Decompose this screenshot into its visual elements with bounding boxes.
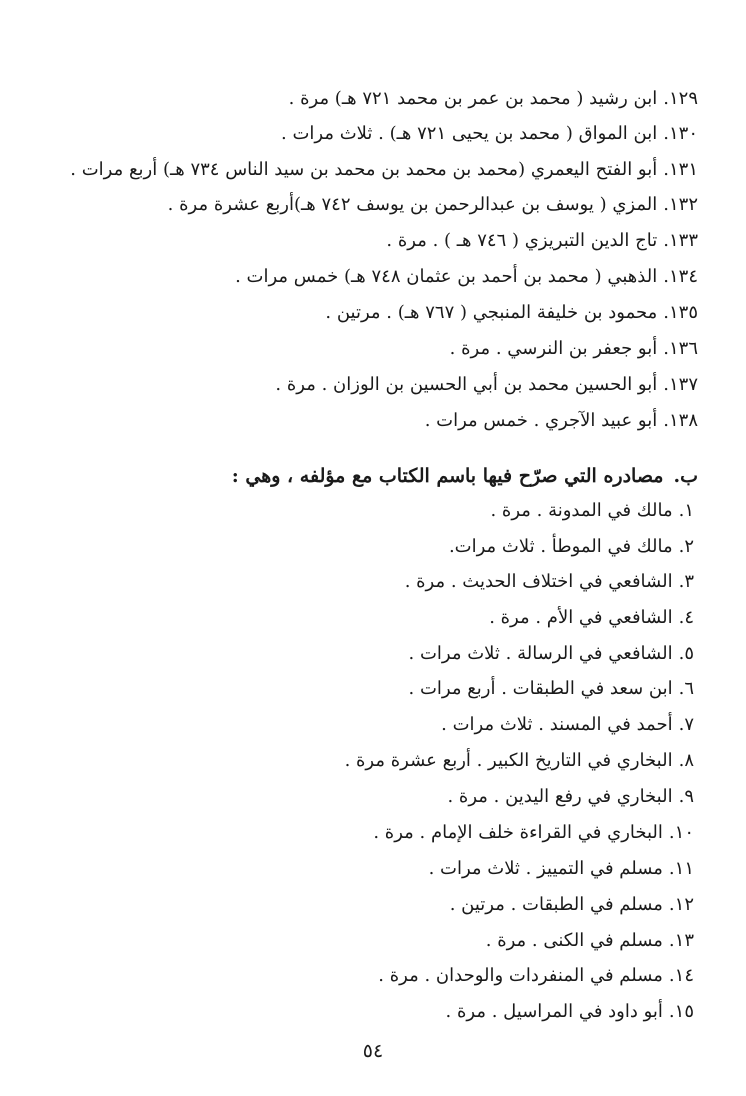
item-text: الشافعي في الرسالة . ثلاث مرات . (408, 643, 673, 664)
section-marker: ب. (673, 465, 698, 487)
list-item (446, 999, 694, 1025)
list-item (325, 300, 698, 326)
list-item (378, 963, 694, 989)
item-text: مسلم في الكنى . مرة . (485, 930, 663, 951)
list-item (345, 748, 694, 774)
list-item (450, 336, 698, 362)
item-text: الشافعي في الأم . مرة . (489, 607, 673, 628)
list-item (449, 534, 694, 560)
item-text: الشافعي في اختلاف الحديث . مرة . (404, 571, 673, 592)
item-text: البخاري في التاريخ الكبير . أربع عشرة مرة . (344, 750, 673, 771)
item-number: ١٢٩. (663, 88, 698, 109)
item-text: مسلم في المنفردات والوحدان . مرة . (378, 965, 663, 986)
list-item (289, 86, 698, 112)
item-number: ١٣. (668, 930, 694, 951)
item-text: أبو الحسين محمد بن أبي الحسين بن الوزان . مرة . (275, 374, 658, 395)
item-number: ٤. (678, 607, 694, 628)
item-number: ١٣٥. (663, 302, 698, 323)
list-item (281, 121, 698, 147)
item-number: ٣. (678, 571, 694, 592)
list-item (429, 856, 694, 882)
list-item (425, 408, 698, 434)
item-text: أبو الفتح اليعمري (محمد بن محمد بن محمد بن سيد الناس ٧٣٤ هـ) أربع مرات . (70, 159, 658, 180)
list-item (447, 784, 694, 810)
item-text: أبو داود في المراسيل . مرة . (445, 1001, 663, 1022)
item-number: ١٣٠. (663, 123, 698, 144)
item-text: ابن المواق ( محمد بن يحيى ٧٢١ هـ) . ثلاث مرات . (281, 123, 658, 144)
item-text: تاج الدين التبريزي ( ٧٤٦ هـ ) . مرة . (386, 230, 658, 251)
item-text: الذهبي ( محمد بن أحمد بن عثمان ٧٤٨ هـ) خمس مرات . (235, 266, 658, 287)
item-number: ١٣٣. (663, 230, 698, 251)
item-number: ١٣٧. (663, 374, 698, 395)
list-item (490, 498, 694, 524)
list-item (70, 157, 698, 183)
list-item (450, 892, 694, 918)
list-item (409, 676, 694, 702)
item-text: البخاري في القراءة خلف الإمام . مرة . (373, 822, 663, 843)
list-item (275, 372, 698, 398)
item-text: مسلم في الطبقات . مرتين . (449, 894, 663, 915)
list-item (168, 192, 698, 218)
item-number: ٧. (678, 714, 694, 735)
list-item (489, 605, 694, 631)
page-number: ٥٤ (362, 1040, 384, 1062)
list-item (405, 569, 694, 595)
item-text: أحمد في المسند . ثلاث مرات . (441, 714, 673, 735)
item-number: ١٣١. (663, 159, 698, 180)
item-number: ٢. (678, 536, 694, 557)
item-number: ١٤. (668, 965, 694, 986)
item-number: ١. (678, 500, 694, 521)
item-number: ١٣٨. (663, 410, 698, 431)
item-text: محمود بن خليفة المنبجي ( ٧٦٧ هـ) . مرتين . (325, 302, 658, 323)
item-text: أبو عبيد الآجري . خمس مرات . (424, 410, 658, 431)
item-text: مالك في الموطأ . ثلاث مرات. (448, 536, 673, 557)
item-number: ١٠. (668, 822, 694, 843)
item-number: ٨. (678, 750, 694, 771)
section-heading (232, 462, 698, 490)
list-item (441, 712, 694, 738)
list-item (235, 264, 698, 290)
item-text: مسلم في التمييز . ثلاث مرات . (428, 858, 663, 879)
item-number: ٥. (678, 643, 694, 664)
item-number: ١١. (668, 858, 694, 879)
item-number: ١٣٦. (663, 338, 698, 359)
item-text: مالك في المدونة . مرة . (490, 500, 673, 521)
list-item (373, 820, 694, 846)
item-number: ١٢. (668, 894, 694, 915)
item-number: ١٣٤. (663, 266, 698, 287)
list-item (386, 228, 698, 254)
item-text: البخاري في رفع اليدين . مرة . (447, 786, 673, 807)
item-text: ابن رشيد ( محمد بن عمر بن محمد ٧٢١ هـ) مرة . (288, 88, 658, 109)
item-number: ٦. (678, 678, 694, 699)
item-number: ١٣٢. (663, 194, 698, 215)
item-text: أبو جعفر بن النرسي . مرة . (449, 338, 658, 359)
list-item (409, 641, 694, 667)
item-text: ابن سعد في الطبقات . أربع مرات . (408, 678, 673, 699)
list-item (486, 928, 694, 954)
section-title: مصادره التي صرّح فيها باسم الكتاب مع مؤلفه ، وهي : (231, 465, 664, 487)
item-number: ١٥. (668, 1001, 694, 1022)
item-text: المزي ( يوسف بن عبدالرحمن بن يوسف ٧٤٢ هـ)أربع عشرة مرة . (167, 194, 658, 215)
item-number: ٩. (678, 786, 694, 807)
